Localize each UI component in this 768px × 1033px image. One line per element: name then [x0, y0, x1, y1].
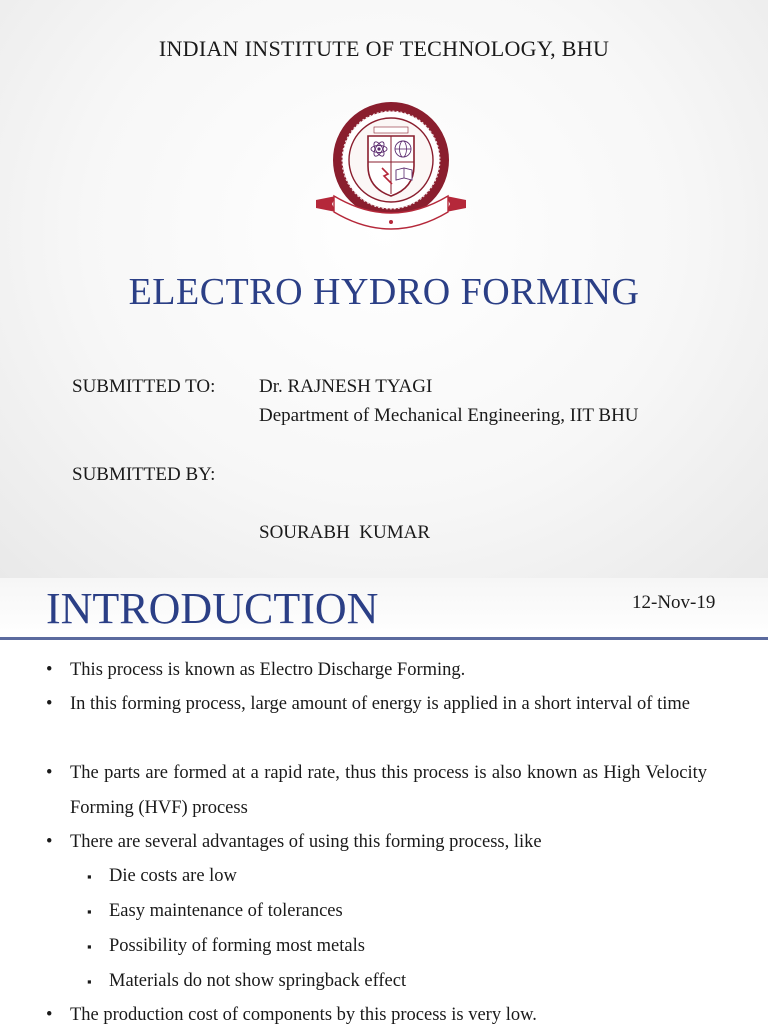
sub-bullet-item: ▪ Possibility of forming most metals	[109, 929, 365, 964]
slide-date: 12-Nov-19	[632, 592, 716, 613]
presentation-title: ELECTRO HYDRO FORMING	[128, 271, 640, 313]
submitted-by-details	[259, 460, 469, 578]
iit-bhu-logo	[312, 100, 470, 246]
bullet-item: • The production cost of components by this process is very low.	[70, 998, 707, 1033]
sub-bullet-item: ▪ Materials do not show springback effect	[109, 964, 406, 999]
bullet-item: • There are several advantages of using this forming process, like	[70, 825, 707, 860]
title-divider	[0, 637, 768, 640]
bullet-item	[70, 687, 707, 722]
sub-bullet-item: ▪ Easy maintenance of tolerances	[109, 894, 343, 929]
bullet-item	[70, 756, 707, 825]
submitted-to-details	[259, 372, 639, 430]
student-name: SOURABH KUMAR	[259, 522, 431, 543]
bullet-text: The parts are formed at a rapid rate, thus this process is also known as High Velocity Forming (HVF) process	[70, 763, 707, 818]
submitted-to-label: SUBMITTED TO:	[72, 376, 216, 397]
bullet-item: • This process is known as Electro Discharge Forming.	[70, 653, 707, 688]
slide-title: INTRODUCTION	[46, 584, 379, 633]
sub-bullet-item: ▪ Die costs are low	[109, 859, 237, 894]
bullet-text: In this forming process, large amount of energy is applied in a short interval of time	[70, 694, 690, 714]
submitted-by-label: SUBMITTED BY:	[72, 464, 216, 485]
supervisor-name: Dr. RAJNESH TYAGI	[259, 376, 433, 397]
submitted-to-block	[0, 372, 768, 432]
submitted-by-block	[0, 460, 768, 550]
institute-name: INDIAN INSTITUTE OF TECHNOLOGY, BHU	[158, 36, 610, 61]
supervisor-department: Department of Mechanical Engineering, IIT BHU	[259, 405, 639, 426]
seal-icon	[312, 100, 470, 246]
